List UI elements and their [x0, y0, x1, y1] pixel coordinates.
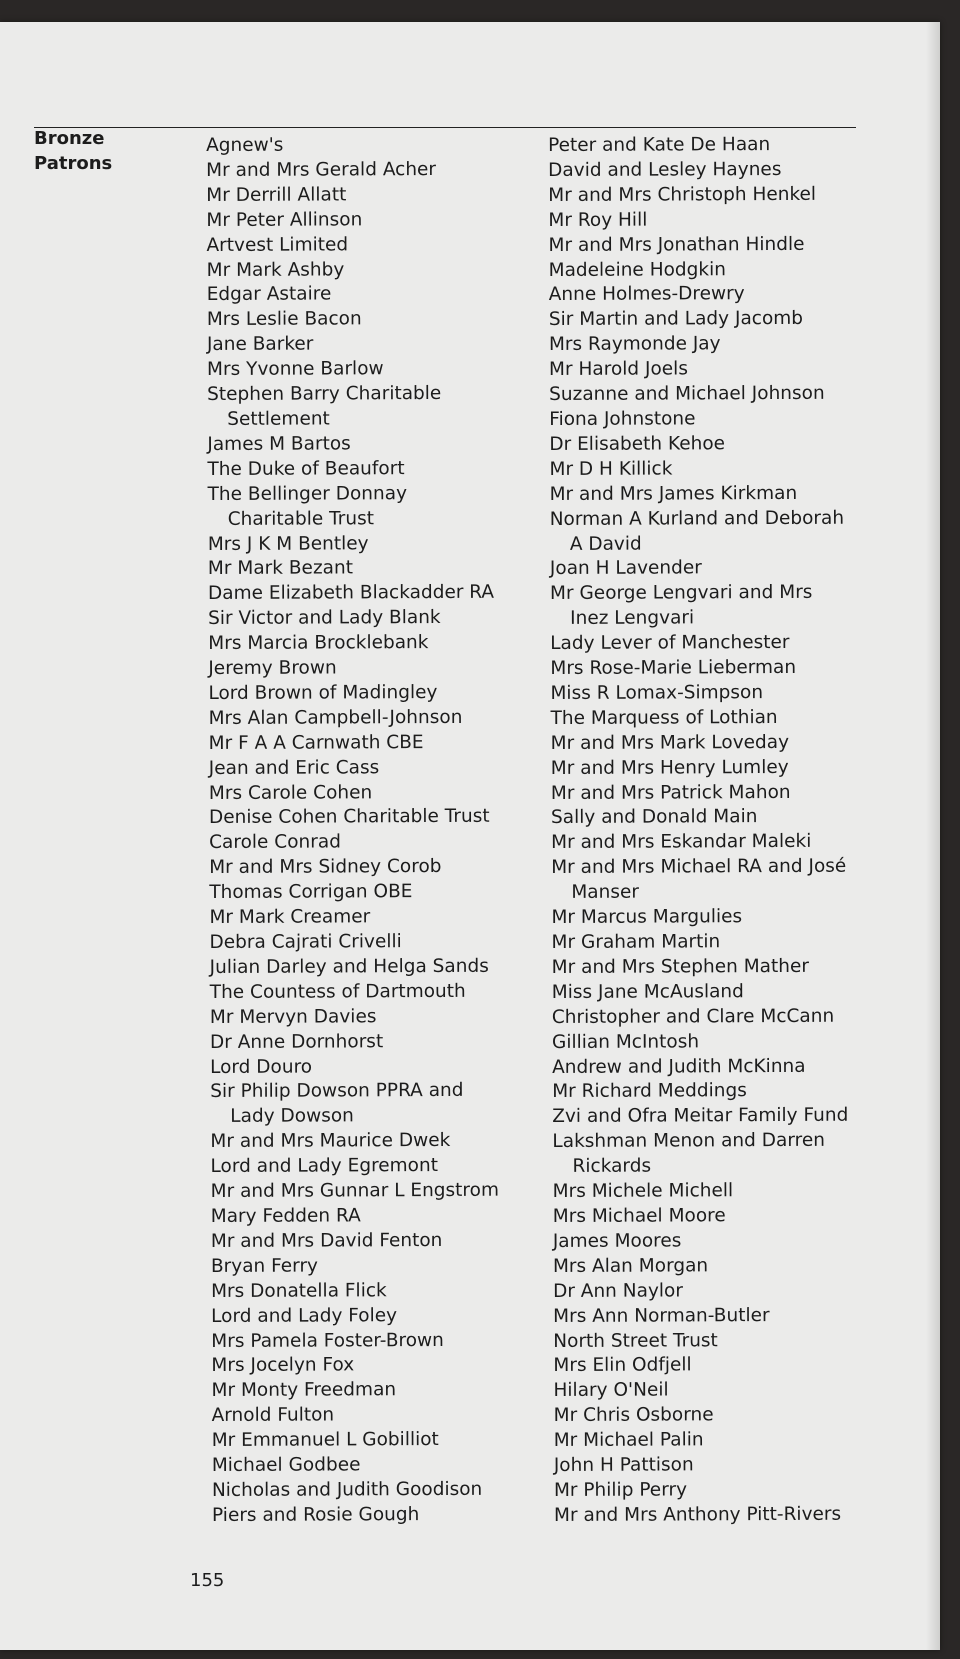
patron-name: Andrew and Judith McKinna [552, 1055, 806, 1078]
patron-name: Joan H Lavender [549, 557, 702, 580]
patron-name: Mrs Raymonde Jay [548, 333, 721, 356]
patron-name: Mrs Rose-Marie Lieberman [550, 656, 797, 680]
patron-name: Mr and Mrs David Fenton [210, 1229, 443, 1252]
header-rule [34, 127, 856, 128]
patron-name: James Moores [552, 1230, 682, 1252]
patron-name: Mr Mark Bezant [207, 557, 353, 580]
patron-name: Jeremy Brown [208, 657, 337, 680]
patron-name: Dr Elisabeth Kehoe [549, 433, 726, 455]
page-number: 155 [190, 1570, 225, 1591]
patron-name: Mrs Elin Odfjell [553, 1354, 692, 1377]
patron-name: Mrs Leslie Bacon [206, 308, 362, 331]
patron-name: Mr and Mrs Stephen Mather [551, 955, 810, 978]
patron-name: Mrs Michele Michell [552, 1180, 734, 1203]
patron-name: Gillian McIntosh [551, 1030, 700, 1053]
patron-name: Mr Mervyn Davies [209, 1005, 377, 1028]
patron-name: Mrs Yvonne Barlow [206, 358, 384, 381]
patron-name: Dr Ann Naylor [553, 1280, 684, 1302]
patron-name: Mr and Mrs Michael RA and José Manser [551, 855, 847, 904]
patron-name: Mr Mark Creamer [209, 906, 371, 929]
patron-name: Miss R Lomax-Simpson [550, 682, 764, 704]
patron-name: Lady Lever of Manchester [550, 632, 790, 655]
patron-name: Mr Peter Allinson [206, 209, 363, 231]
patron-name: Mr and Mrs Gunnar L Engstrom [210, 1179, 500, 1203]
patron-name: Mrs Carole Cohen [208, 781, 373, 804]
patron-name: Arnold Fulton [211, 1404, 335, 1427]
patron-name: Thomas Corrigan OBE [209, 881, 413, 904]
patron-name: Mr Mark Ashby [206, 258, 345, 281]
patron-name: Christopher and Clare McCann [551, 1005, 835, 1028]
patron-name: Miss Jane McAusland [551, 980, 744, 1003]
patron-name: Mr Chris Osborne [553, 1404, 714, 1427]
patron-name: Artvest Limited [206, 234, 349, 256]
patron-name: Mr Philip Perry [553, 1479, 688, 1501]
patron-name: Dr Anne Dornhorst [209, 1030, 384, 1053]
patron-name: Lord and Lady Foley [211, 1304, 398, 1327]
patron-name: James M Bartos [207, 433, 351, 455]
patron-name: Mr and Mrs Gerald Acher [206, 158, 437, 181]
patron-name: The Countess of Dartmouth [209, 980, 466, 1003]
patron-name: Mrs Marcia Brocklebank [208, 632, 429, 655]
patron-name: Madeleine Hodgkin [548, 258, 727, 281]
patron-name: The Marquess of Lothian [550, 706, 778, 729]
patron-name: Mr Graham Martin [551, 931, 721, 953]
patron-name: Mr F A A Carnwath CBE [208, 731, 424, 754]
patron-name: Mrs J K M Bentley [207, 532, 369, 555]
patron-name: Debra Cajrati Crivelli [209, 931, 402, 953]
patron-name: Mr and Mrs Jonathan Hindle [548, 233, 805, 256]
patron-name: Mr Monty Freedman [211, 1379, 397, 1402]
patron-name: Agnew's [206, 134, 284, 156]
patron-name: Mr and Mrs Maurice Dwek [210, 1130, 451, 1153]
patron-name: Julian Darley and Helga Sands [209, 955, 489, 978]
right-column-list [548, 133, 854, 1529]
patron-name: Lakshman Menon and Darren Rickards [552, 1130, 825, 1178]
patron-name: Peter and Kate De Haan [548, 134, 771, 156]
patron-name: Mr Harold Joels [548, 358, 688, 381]
patron-name: Mr and Mrs Mark Loveday [550, 731, 790, 754]
patron-name: Bryan Ferry [210, 1255, 319, 1277]
section-heading: Bronze Patrons [34, 128, 113, 174]
patron-name: Mr and Mrs Henry Lumley [550, 756, 789, 779]
patron-name: Mr Emmanuel L Gobilliot [211, 1429, 439, 1452]
patron-name: Mary Fedden RA [210, 1205, 361, 1227]
patron-name: The Bellinger Donnay Charitable Trust [207, 482, 408, 530]
patron-name: Lord Douro [210, 1056, 313, 1078]
patron-name: Jean and Eric Cass [208, 756, 380, 779]
patron-name: Mr Michael Palin [553, 1429, 704, 1452]
patron-name: Michael Godbee [211, 1454, 361, 1477]
patron-name: North Street Trust [553, 1329, 718, 1352]
patron-name: The Duke of Beaufort [207, 457, 405, 480]
patron-name: Nicholas and Judith Goodison [211, 1478, 483, 1501]
patron-name: Sir Victor and Lady Blank [208, 607, 441, 630]
patron-name: Suzanne and Michael Johnson [549, 382, 825, 406]
patron-name: Mrs Jocelyn Fox [211, 1354, 355, 1377]
patron-name: Mrs Michael Moore [552, 1205, 726, 1227]
left-column-list [206, 133, 502, 1529]
patron-name: Mr and Mrs Eskandar Maleki [551, 831, 812, 854]
patron-name: John H Pattison [553, 1454, 694, 1477]
patron-name: Sir Martin and Lady Jacomb [548, 308, 804, 331]
patron-name: David and Lesley Haynes [548, 158, 782, 181]
patron-name: Lord and Lady Egremont [210, 1155, 439, 1178]
patron-name: Mrs Pamela Foster-Brown [211, 1329, 444, 1352]
patron-name: Edgar Astaire [206, 283, 332, 306]
patron-name: Fiona Johnstone [549, 408, 696, 430]
patron-name: Norman A Kurland and Deborah A David [549, 507, 845, 555]
patron-name: Mrs Alan Morgan [552, 1255, 709, 1277]
patron-name: Denise Cohen Charitable Trust [208, 806, 490, 829]
patron-name: Carole Conrad [209, 831, 341, 854]
patron-name: Mr and Mrs Christoph Henkel [548, 183, 817, 206]
patron-name: Mr Roy Hill [548, 209, 648, 231]
book-page [0, 22, 940, 1650]
patron-name: Jane Barker [206, 333, 314, 356]
patron-name: Mr Marcus Margulies [551, 906, 743, 929]
patron-name: Sally and Donald Main [550, 806, 758, 829]
patron-name: Mr Derrill Allatt [206, 184, 347, 206]
patron-name: Mr George Lengvari and Mrs Inez Lengvari [549, 582, 813, 630]
patron-name: Mr and Mrs Anthony Pitt-Rivers [553, 1503, 842, 1526]
patron-name: Piers and Rosie Gough [211, 1503, 420, 1526]
patron-name: Stephen Barry Charitable Settlement [207, 383, 442, 430]
patron-name: Mrs Alan Campbell-Johnson [208, 706, 463, 729]
patron-name: Mrs Donatella Flick [211, 1279, 387, 1302]
patron-name: Mr and Mrs James Kirkman [549, 482, 798, 505]
patron-name: Sir Philip Dowson PPRA and Lady Dowson [210, 1080, 464, 1128]
patron-name: Hilary O'Neil [553, 1379, 669, 1402]
patron-name: Zvi and Ofra Meitar Family Fund [552, 1105, 849, 1128]
patron-name: Mrs Ann Norman-Butler [553, 1304, 770, 1327]
patron-name: Mr Richard Meddings [552, 1080, 747, 1103]
patron-name: Lord Brown of Madingley [208, 681, 438, 704]
patron-name: Anne Holmes-Drewry [548, 283, 745, 306]
patron-name: Mr and Mrs Sidney Corob [209, 856, 442, 879]
patron-name: Mr D H Killick [549, 458, 673, 480]
patron-name: Dame Elizabeth Blackadder RA [207, 582, 495, 605]
patron-name: Mr and Mrs Patrick Mahon [550, 781, 791, 804]
